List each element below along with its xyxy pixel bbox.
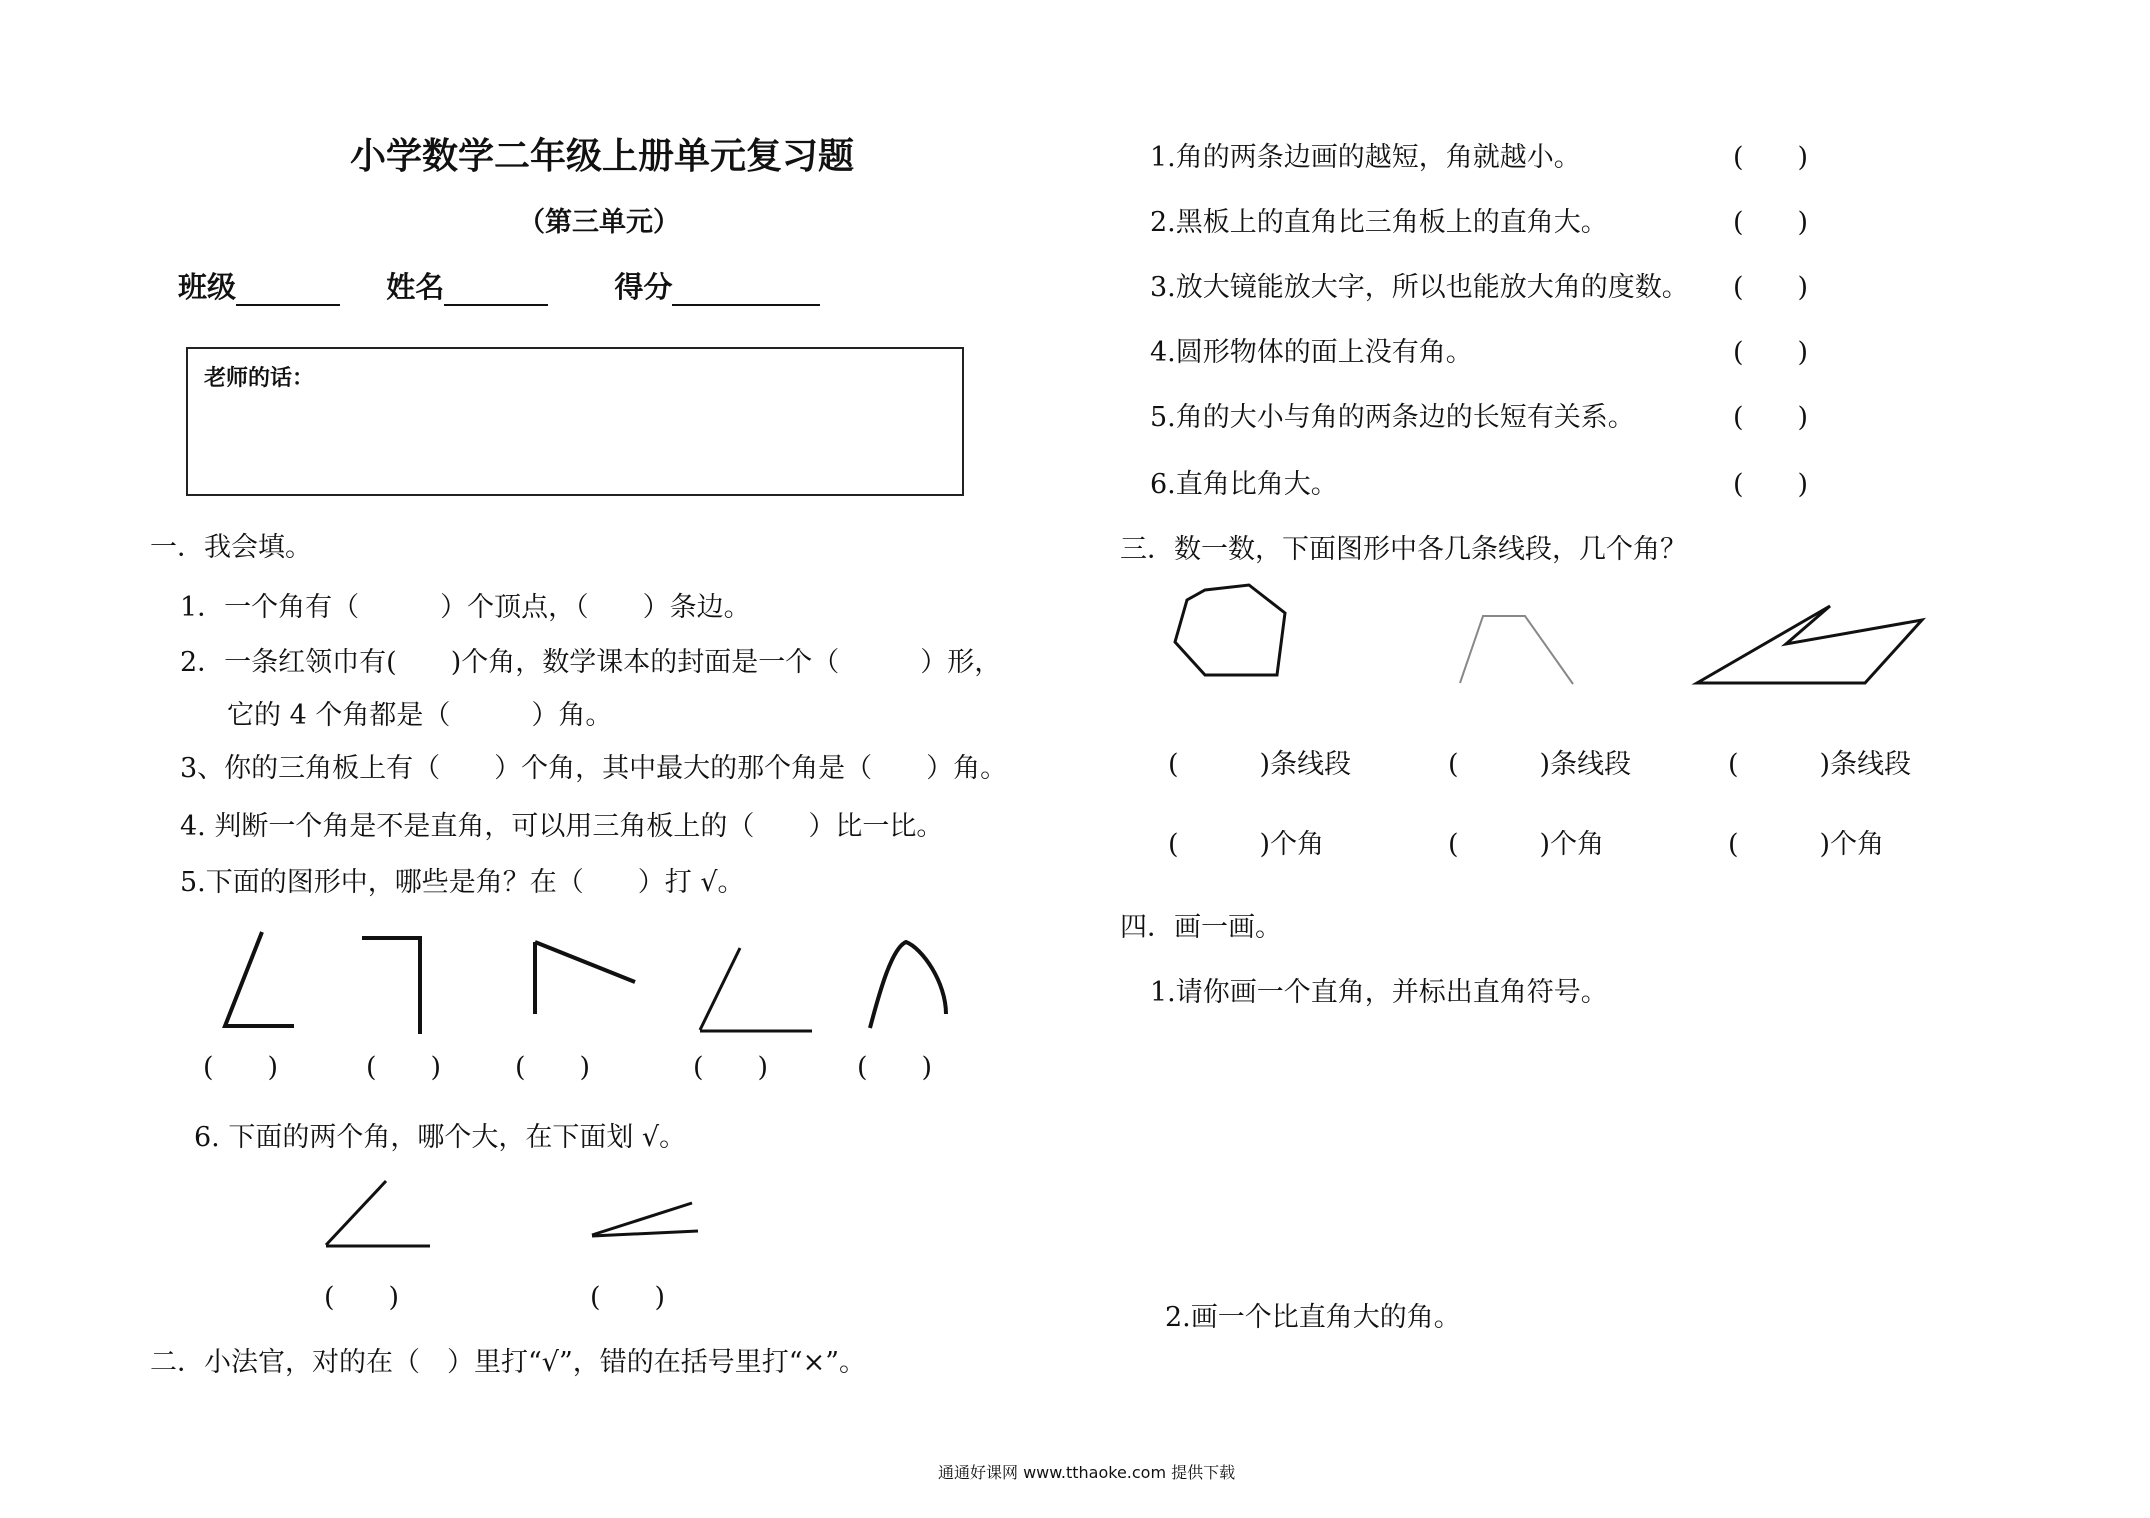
section2-item-4: 4.圆形物体的面上没有角。	[1150, 337, 1473, 368]
score-field[interactable]	[672, 274, 820, 306]
q5-answer-1[interactable]: ( )	[203, 1052, 279, 1083]
section2-answer-2[interactable]: ( )	[1733, 207, 1809, 238]
section2-answer-4[interactable]: ( )	[1733, 337, 1809, 368]
drawing-area-1[interactable]	[1150, 1020, 1930, 1280]
student-info-row	[178, 265, 820, 306]
q5-figure-1	[225, 932, 294, 1026]
section2-answer-3[interactable]: ( )	[1733, 272, 1809, 303]
section3-heading: 三．数一数，下面图形中各几条线段，几个角？	[1120, 534, 1687, 565]
fig2-segments[interactable]: ( )条线段	[1448, 749, 1632, 780]
q6-angle-2	[592, 1203, 698, 1236]
q6-angle-1	[326, 1181, 430, 1246]
section4-heading: 四．画一画。	[1120, 912, 1282, 943]
q5-figure-3	[535, 942, 635, 1014]
section1-q2a: 2．一条红领巾有( )个角，数学课本的封面是一个（ ）形，	[180, 647, 1002, 678]
section2-heading: 二．小法官，对的在（ ）里打“√”，错的在括号里打“×”。	[150, 1347, 867, 1378]
teacher-note-label: 老师的话：	[204, 366, 315, 391]
q5-figure-4	[700, 948, 812, 1031]
section1-heading: 一．我会填。	[150, 532, 312, 563]
q5-figure-5	[870, 942, 946, 1028]
section1-q1: 1．一个角有（ ）个顶点，（ ）条边。	[180, 592, 751, 623]
name-field[interactable]	[444, 274, 548, 306]
fig3-angles[interactable]: ( )个角	[1728, 829, 1885, 860]
section2-answer-1[interactable]: ( )	[1733, 142, 1809, 173]
q6-answer-2[interactable]: ( )	[590, 1282, 666, 1313]
section2-item-3: 3.放大镜能放大字，所以也能放大角的度数。	[1150, 272, 1689, 303]
q5-figure-2	[362, 938, 420, 1034]
footer-source: 通通好课网 www.tthaoke.com 提供下载	[938, 1463, 1236, 1482]
section3-figures	[1165, 580, 1925, 690]
q5-answer-4[interactable]: ( )	[693, 1052, 769, 1083]
fig1-angles[interactable]: ( )个角	[1168, 829, 1325, 860]
teacher-note-box[interactable]	[186, 347, 964, 496]
section1-q6: 6. 下面的两个角，哪个大，在下面划 √。	[194, 1122, 687, 1153]
section4-q2: 2.画一个比直角大的角。	[1165, 1302, 1461, 1333]
section1-q2b: 它的 4 个角都是（ ）角。	[227, 700, 613, 731]
section2-item-6: 6.直角比角大。	[1150, 469, 1338, 500]
section1-q5: 5.下面的图形中，哪些是角？在（ ）打 √。	[180, 867, 745, 898]
page-title: 小学数学二年级上册单元复习题	[350, 136, 855, 177]
section2-answer-6[interactable]: ( )	[1733, 469, 1809, 500]
unit-subtitle: （第三单元）	[518, 207, 680, 238]
name-label: 姓名	[386, 270, 445, 304]
trapezoid-open-figure	[1460, 616, 1573, 684]
q6-figures	[320, 1175, 720, 1255]
arrow-shape-figure	[1697, 606, 1922, 683]
section2-answer-5[interactable]: ( )	[1733, 402, 1809, 433]
section2-item-2: 2.黑板上的直角比三角板上的直角大。	[1150, 207, 1608, 238]
q5-answer-5[interactable]: ( )	[857, 1052, 933, 1083]
section2-item-5: 5.角的大小与角的两条边的长短有关系。	[1150, 402, 1635, 433]
section1-q3: 3、你的三角板上有（ ）个角，其中最大的那个角是（ ）角。	[180, 753, 1008, 784]
fig1-segments[interactable]: ( )条线段	[1168, 749, 1352, 780]
q5-answer-3[interactable]: ( )	[515, 1052, 591, 1083]
q6-answer-1[interactable]: ( )	[324, 1282, 400, 1313]
fig3-segments[interactable]: ( )条线段	[1728, 749, 1912, 780]
class-label: 班级	[178, 270, 237, 304]
section1-q4: 4. 判断一个角是不是直角，可以用三角板上的（ ）比一比。	[180, 811, 944, 842]
heptagon-figure	[1175, 585, 1285, 675]
q5-answer-2[interactable]: ( )	[366, 1052, 442, 1083]
fig2-angles[interactable]: ( )个角	[1448, 829, 1605, 860]
section2-item-1: 1.角的两条边画的越短，角就越小。	[1150, 142, 1581, 173]
score-label: 得分	[614, 270, 673, 304]
class-field[interactable]	[236, 274, 340, 306]
drawing-area-2[interactable]	[1150, 1345, 1930, 1465]
q5-figures	[180, 930, 980, 1040]
section4-q1: 1.请你画一个直角，并标出直角符号。	[1150, 977, 1608, 1008]
